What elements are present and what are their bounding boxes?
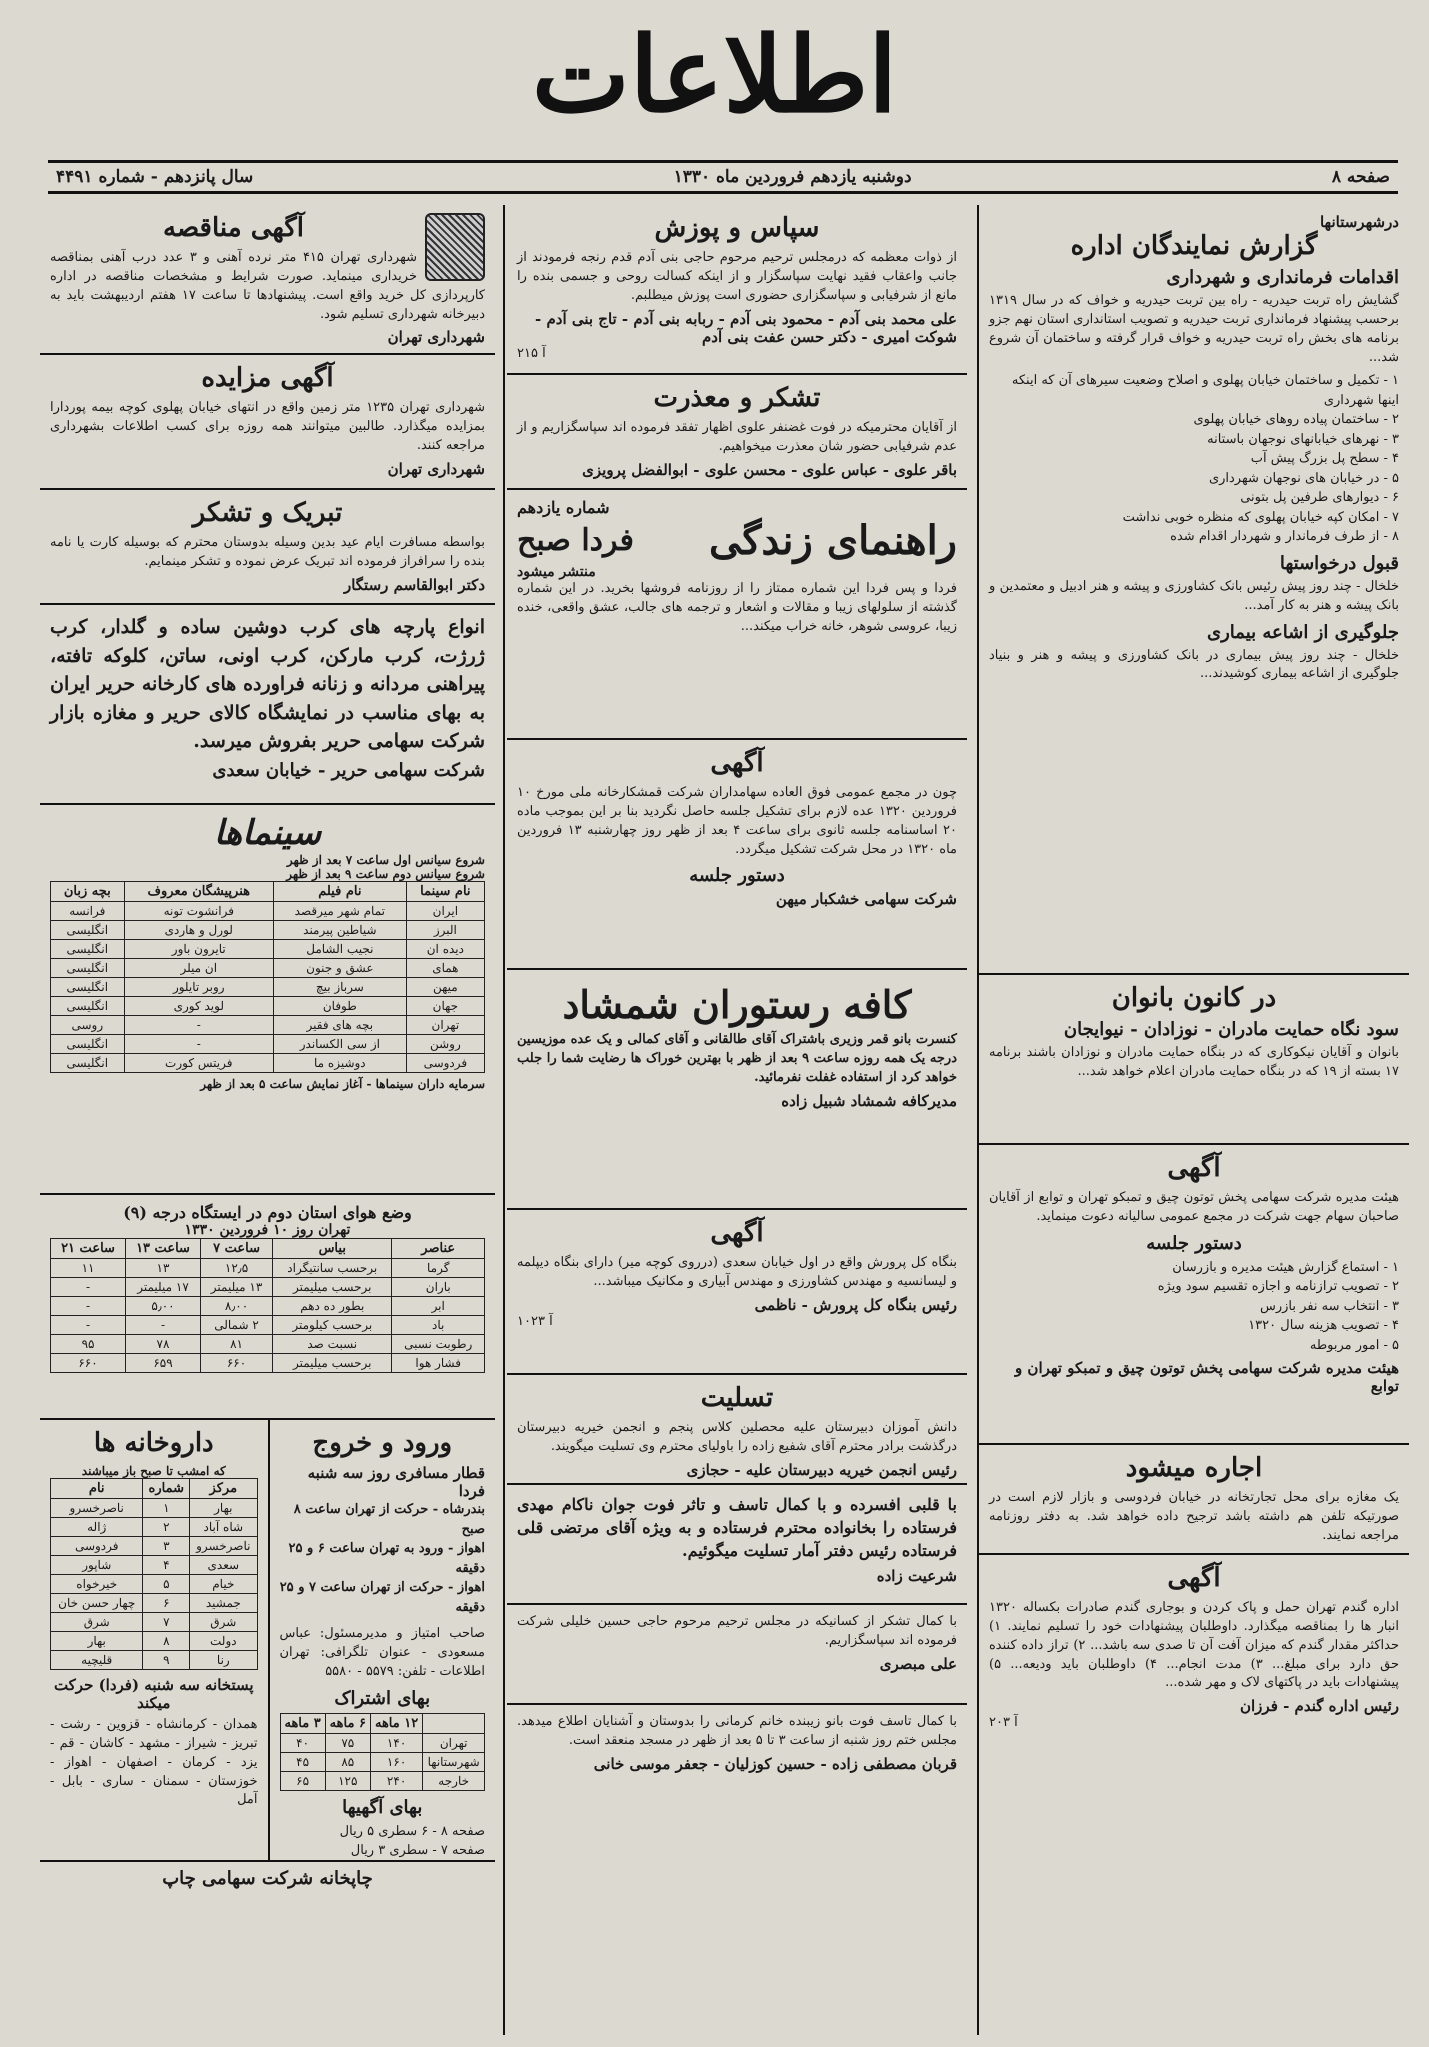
page-number: صفحه ۸	[1331, 167, 1390, 187]
tobacco-company-notice	[979, 1145, 1409, 1445]
notice-title: اجاره میشود	[1125, 1453, 1263, 1483]
table-cell: لوید کوری	[124, 997, 273, 1016]
table-cell: ۹	[143, 1651, 190, 1670]
thanks-notice-2	[507, 1605, 967, 1705]
table-header: بچه زبان	[51, 882, 125, 902]
table-cell: ۱۲٫۵	[200, 1259, 272, 1278]
table-row	[51, 921, 485, 940]
table-row	[51, 978, 485, 997]
table-row	[51, 1651, 258, 1670]
table-row	[51, 1575, 258, 1594]
notice-body: با کمال تاسف فوت بانو زیبنده خانم کرمانی را بدوستان و آشنایان اطلاع میدهد. مجلس ختم روز شنبه از ساعت ۳ تا ۵ بعد از ظهر در مسجد منعقد است.	[517, 1714, 957, 1748]
table-cell: شیاطین پیرمند	[273, 921, 406, 940]
table-cell: ۶	[143, 1594, 190, 1613]
notice-body: با قلبی افسرده و با کمال تاسف و تاثر فوت جوان ناکام مهدی فرستاده را بخانواده محترم فرستاده و به ویژه آقای مرتضی قلی فرستاده رئیس دفتر آمار تسلیت میگوئیم.	[517, 1495, 957, 1561]
table-cell: ۳	[143, 1537, 190, 1556]
table-cell: -	[51, 1278, 126, 1297]
notice-signature: رئیس انجمن خیریه دبیرستان علیه - حجازی	[686, 1460, 957, 1479]
table-cell: تمام شهر میرقصد	[273, 902, 406, 921]
notice-title: تسلیت	[700, 1383, 774, 1413]
table-header: ۶ ماهه	[325, 1713, 370, 1733]
notice-title: تشکر و معذرت	[653, 383, 821, 413]
magazine-pub: منتشر میشود	[517, 564, 596, 580]
table-cell: فردوسی	[406, 1054, 484, 1073]
table-row	[51, 959, 485, 978]
notice-body: شهرداری تهران ۱۲۳۵ متر زمین واقع در انتهای خیابان پهلوی کوچه بیمه پوردارا بمزایده میگذارد. طالبین میتوانند همه روزه برای کسب اطلاعات بشهرداری مراجعه کنند.	[50, 400, 485, 453]
ad-signature: مدیرکافه شمشاد شبیل زاده	[781, 1091, 957, 1110]
table-cell: ۲	[143, 1518, 190, 1537]
magazine-date: فردا صبح	[517, 523, 634, 558]
table-cell: ۹۵	[51, 1335, 126, 1354]
table-cell: انگلیسی	[51, 997, 125, 1016]
table-cell: تهران	[406, 1016, 484, 1035]
table-cell: شهرستانها	[423, 1752, 485, 1771]
magazine-title: راهنمای زندگی	[709, 517, 957, 564]
table-header: نام فیلم	[273, 882, 406, 902]
table-cell: ۱۲۵	[325, 1771, 370, 1790]
women-club-article	[979, 975, 1409, 1145]
table-cell: باد	[392, 1316, 485, 1335]
table-row	[51, 1594, 258, 1613]
table-cell: دوشیزه ما	[273, 1054, 406, 1073]
table-cell: گرما	[392, 1259, 485, 1278]
notice-reference: آ ۱۰۲۳	[517, 1313, 553, 1329]
article-subheadline: سود نگاه حمایت مادران - نوزادان - نیوایجان	[1063, 1019, 1399, 1040]
notice-body: اداره گندم تهران حمل و پاک کردن و بوجاری گندم صادرات بکساله ۱۳۲۰ انبار ها را بمناقصه میگذارد. داوطلبان پیشنهادات خود را تسلیم نمایند. ۱) حداکثر مقدار گندم که میزان آفت آن تا صدی سه باشد... ۲) تراز داده کننده حق دارد برای مبلغ... ۳) مدت انجام... ۴) داوطلبان باید ودیعه... ۵) پیشنهادات باید در پاکتهای لاک و مهر شده...	[989, 1600, 1399, 1691]
table-cell: خیرخواه	[51, 1575, 143, 1594]
table-cell: -	[124, 1016, 273, 1035]
table-cell: ۸۵	[325, 1752, 370, 1771]
ad-rates-title: بهای آگهیها	[342, 1796, 423, 1818]
masthead	[0, 0, 1429, 150]
column-divider	[503, 205, 505, 2035]
table-cell: نجیب الشامل	[273, 940, 406, 959]
ad-rate-line: صفحه ۸ - ۶ سطری ۵ ریال	[339, 1823, 485, 1839]
table-cell: -	[126, 1316, 201, 1335]
table-cell: البرز	[406, 921, 484, 940]
cinema-logo: سینماها	[213, 813, 322, 853]
table-cell: ۱۷ میلیمتر	[126, 1278, 201, 1297]
table-row	[51, 1259, 485, 1278]
notice-title: آگهی	[1167, 1153, 1221, 1183]
ad-body: کنسرت بانو قمر وزیری باشتراک آقای طالقانی و آقای کمالی و یک عده موزیسین درجه یک همه روزه ساعت ۹ بعد از ظهر با بهترین خوراک ها رضایت شما را جلب خواهد کرد از استفاده غفلت نفرمائید.	[517, 1032, 957, 1085]
table-header: شماره	[143, 1479, 190, 1499]
article-subheadline: جلوگیری از اشاعه بیماری	[1207, 621, 1399, 643]
agenda-item: ۴ - تصویب هزینه سال ۱۳۲۰	[1248, 1318, 1399, 1334]
table-row	[51, 1035, 485, 1054]
table-cell: رطوبت نسبی	[392, 1335, 485, 1354]
table-cell: انگلیسی	[51, 978, 125, 997]
list-item: ۶ - دیوارهای طرفین پل بتونی	[1240, 490, 1399, 506]
table-cell: فرانشوت تونه	[124, 902, 273, 921]
table-cell: ۶۵۹	[126, 1354, 201, 1373]
notice-signature: باقر علوی - عباس علوی - محسن علوی - ابوالفضل پرویزی	[582, 460, 957, 479]
table-cell: ۱۶۰	[370, 1752, 422, 1771]
info-panel	[268, 1420, 496, 1860]
table-cell: -	[124, 1035, 273, 1054]
table-cell: تایرون باور	[124, 940, 273, 959]
agenda-item: ۳ - انتخاب سه نفر بازرس	[1259, 1298, 1399, 1314]
list-item: ۲ - ساختمان پیاده روهای خیابان پهلوی	[1193, 412, 1399, 428]
table-cell: ایران	[406, 902, 484, 921]
bottom-info-block	[40, 1420, 495, 1862]
table-cell: برحسب میلیمتر	[273, 1354, 392, 1373]
list-item: ۱ - تکمیل و ساختمان خیابان پهلوی و اصلاح وضعیت سیرهای آن که اینکه اینها شهرداری	[1011, 373, 1399, 408]
table-row	[51, 1316, 485, 1335]
pharmacy-table	[50, 1478, 258, 1670]
sympathy-notice	[507, 1485, 967, 1605]
table-cell: لورل و هاردی	[124, 921, 273, 940]
weather-date: تهران روز ۱۰ فروردین ۱۳۳۰	[184, 1222, 351, 1238]
travel-line: اهواز - ورود به تهران ساعت ۶ و ۲۵ دقیقه	[288, 1541, 485, 1576]
postal-title: پستخانه سه شنبه (فردا) حرکت میکند	[53, 1676, 254, 1712]
article-body: بانوان و آقایان نیکوکاری که در بنگاه حمایت مادران و نوزادان باشند برنامه ۱۷ بسته از ۱۹ که در بنگاه حمایت مادران اعلام خواهد شد...	[989, 1045, 1399, 1079]
weather-report	[40, 1195, 495, 1420]
table-cell: شاپور	[51, 1556, 143, 1575]
notice-body: دانش آموزان دبیرستان علیه محصلین کلاس پنجم و انجمن خیریه دبیرستان درگذشت برادر محترم آقای شفیع زاده را باولیای محترم وی تسلیت میگویند.	[517, 1420, 957, 1454]
notice-body: یک مغازه برای محل تجارتخانه در خیابان فردوسی و بازار لازم است در صورتیکه تلفن هم داشته باشد ترجیح داده خواهد شد. به دفتر روزنامه مراجعه نمایند.	[989, 1490, 1399, 1543]
table-cell: ناصرخسرو	[51, 1499, 143, 1518]
table-row	[51, 1016, 485, 1035]
table-row	[280, 1752, 485, 1771]
ad-headline: کافه رستوران شمشاد	[562, 982, 912, 1027]
table-cell: شرق	[51, 1613, 143, 1632]
table-cell: انگلیسی	[51, 1054, 125, 1073]
notice-body: هیئت مدیره شرکت سهامی پخش توتون چیق و تمبکو تهران و توابع از آقایان صاحبان سهام جهت شرکت در مجمع عمومی سالیانه دعوت مینماید.	[989, 1190, 1399, 1224]
table-header: ساعت ۲۱	[51, 1239, 126, 1259]
table-cell: فریتس کورت	[124, 1054, 273, 1073]
notice-signature: هیئت مدیره شرکت سهامی پخش توتون چیق و تمبکو تهران و توابع	[1014, 1359, 1399, 1396]
table-row	[51, 1354, 485, 1373]
table-cell: ۸٫۰۰	[200, 1297, 272, 1316]
article-subheadline: قبول درخواستها	[1279, 552, 1399, 574]
article-body: خلخال - چند روز پیش بیماری در بانک کشاورزی و پیشه و هنر و بنیاد جلوگیری از اشاعه بیماری کوشیدند...	[989, 647, 1399, 682]
table-cell: انگلیسی	[51, 921, 125, 940]
notice-signature: شرکت سهامی خشکبار میهن	[775, 890, 957, 909]
agenda-title: دستور جلسه	[689, 865, 785, 887]
table-cell: ۲ شمالی	[200, 1316, 272, 1335]
magazine-issue: شماره یازدهم	[517, 498, 610, 517]
table-cell: ۷۸	[126, 1335, 201, 1354]
table-cell: دیده ان	[406, 940, 484, 959]
notice-body: از ذوات معظمه که درمجلس ترحیم مرحوم حاجی بنی آدم قدم رنجه فرمودند از جانب واعقاب فقید نهایت سپاسگزار و از اینکه کسالت روحی و جسمی بنده را مانع از شرفیابی و سپاسگزاری حضوری است پوزش میطلبم.	[517, 250, 957, 303]
table-cell: ۸۱	[200, 1335, 272, 1354]
list-item: ۸ - از طرف فرماندار و شهردار اقدام شده	[1170, 529, 1399, 545]
travel-line: بندرشاه - حرکت از تهران ساعت ۸ صبح	[293, 1502, 485, 1537]
article-list	[989, 371, 1399, 547]
table-header: عناصر	[392, 1239, 485, 1259]
table-header: ساعت ۱۳	[126, 1239, 201, 1259]
table-cell: ان میلر	[124, 959, 273, 978]
cinemas-section	[40, 805, 495, 1195]
table-cell: روشن	[406, 1035, 484, 1054]
table-cell: بطور ده دهم	[273, 1297, 392, 1316]
provinces-section	[979, 205, 1409, 975]
table-cell: برحسب کیلومتر	[273, 1316, 392, 1335]
notice-title: سپاس و پوزش	[654, 213, 820, 243]
section-label: درشهرستانها	[1319, 213, 1399, 231]
notice-body: چون در مجمع عمومی فوق العاده سهامداران شرکت قمشکارخانه ملی مورخ ۱۰ فروردین ۱۳۲۰ عده لازم برای تشکیل جلسه حاصل نگردید بنا بر این بموجب ماده ۲۰ اساسنامه جلسه ثانوی برای ساعت ۴ بعد از ظهر روز چهارشنبه ۱۳ فروردین ماه ۱۳۲۰ در محل شرکت تشکیل میگردد.	[517, 785, 958, 857]
pharmacy-title: داروخانه ها	[93, 1428, 214, 1458]
table-row	[280, 1733, 485, 1752]
agenda-item: ۵ - امور مربوطه	[1309, 1337, 1399, 1353]
notice-title: تبریک و تشکر	[192, 498, 343, 528]
table-row	[51, 1613, 258, 1632]
table-row	[280, 1771, 485, 1790]
table-cell: ۴۵	[280, 1752, 325, 1771]
table-cell: برحسب سانتیگراد	[273, 1259, 392, 1278]
notice-body: شهرداری تهران ۴۱۵ متر نرده آهنی و ۳ عدد درب آهنی بمناقصه خریداری مینماید. صورت شرایط و مشخصات مناقصه در اداره کارپردازی کل خرید واقع است. پیشنهادها تا ساعت ۱۷ هفتم اردیبهشت باید به دبیرخانه شهرداری تسلیم شود.	[50, 250, 485, 322]
table-cell: شاه آباد	[190, 1518, 257, 1537]
notice-signature: شهرداری تهران	[387, 459, 485, 478]
travel-subtitle: قطار مسافری روز سه شنبه فردا	[307, 1464, 485, 1500]
ad-body: انواع پارچه های کرب دوشین ساده و گلدار، کرب ژرژت، کرب مارکن، کرب اونی، ساتن، کلوکه تافته، پیراهنی مردانه و زنانه فراورده های کارخانه حریر ایران به بهای مناسب در نمایشگاه کالای حریر و مغازه بازار شرکت سهامی حریر بفروش میرسد.	[50, 616, 485, 752]
table-cell: ۵	[143, 1575, 190, 1594]
notice-title: آگهی مزایده	[201, 363, 334, 393]
table-cell: -	[51, 1297, 126, 1316]
table-header: ۳ ماهه	[280, 1713, 325, 1733]
notice-title: آگهی	[710, 1218, 764, 1248]
notice-reference: آ ۲۱۵	[517, 345, 546, 361]
table-header: نام سینما	[406, 882, 484, 902]
life-guide-magazine-ad	[507, 490, 967, 740]
notice-body: با کمال تشکر از کسانیکه در مجلس ترحیم مرحوم حاجی حسین خلیلی شرکت فرموده اند سپاسگزاریم.	[517, 1614, 957, 1648]
table-header: بیاس	[273, 1239, 392, 1259]
notice-signature: شرعیت زاده	[876, 1566, 957, 1585]
table-cell: انگلیسی	[51, 940, 125, 959]
table-cell: جهان	[406, 997, 484, 1016]
table-cell: ۶۶۰	[51, 1354, 126, 1373]
table-cell: ناصرخسرو	[190, 1537, 257, 1556]
agenda-item: ۱ - استماع گزارش هیئت مدیره و بازرسان	[1172, 1259, 1399, 1275]
table-row	[51, 1335, 485, 1354]
cafe-shemshad-ad	[507, 970, 967, 1210]
table-row	[51, 940, 485, 959]
table-row	[51, 1537, 258, 1556]
table-row	[51, 1632, 258, 1651]
ad-rate-line: صفحه ۷ - سطری ۳ ریال	[350, 1843, 485, 1859]
silk-company-ad	[40, 605, 495, 805]
ad-signature: شرکت سهامی حریر - خیابان سعدی	[212, 759, 485, 781]
table-cell: ابر	[392, 1297, 485, 1316]
article-body: خلخال - چند روز پیش رئیس بانک کشاورزی و پیشه و هنر ادبیل و معتمدین و بانک پیشه و هنر به کار آمد...	[989, 578, 1399, 613]
table-cell: قلیچیه	[51, 1651, 143, 1670]
article-body: گشایش راه تربت حیدریه - راه بین تربت حیدریه و خواف که در سال ۱۳۱۹ برحسب پیشنهاد فرمانداری تربت حیدریه و تصویب استانداری استان نهم جزو برنامه های بخش راه تربت حیدریه و خواف قرار گرفته و ساختمان آن شروع شد...	[989, 293, 1399, 365]
table-row	[51, 997, 485, 1016]
notice-reference: آ ۲۰۳	[989, 1715, 1018, 1731]
table-cell: ۱	[143, 1499, 190, 1518]
table-cell: ۱۱	[51, 1259, 126, 1278]
newspaper-logo: اطلاعات	[531, 13, 898, 136]
notice-title: آگهی مناقصه	[163, 213, 304, 243]
table-row	[51, 1297, 485, 1316]
left-column	[40, 205, 495, 1895]
table-row	[51, 1278, 485, 1297]
table-cell: رنا	[190, 1651, 257, 1670]
article-headline: در کانون بانوان	[1111, 983, 1277, 1013]
table-cell: ۴	[143, 1556, 190, 1575]
appreciation-notice	[507, 375, 967, 490]
table-cell: ۷	[143, 1613, 190, 1632]
table-cell: فشار هوا	[392, 1354, 485, 1373]
table-row	[51, 1518, 258, 1537]
condolence-notice	[507, 1375, 967, 1485]
table-cell: ۵٫۰۰	[126, 1297, 201, 1316]
list-item: ۷ - امکان کپه خیابان پهلوی که منظره خوبی نداشت	[1122, 509, 1399, 525]
notice-body: بنگاه کل پرورش واقع در اول خیابان سعدی (درروی کوچه میر) دارای بنگاه دیپلمه و لیسانسیه و مهندس کشاورزی و مهندس آبیاری و مکانیک میباشد...	[517, 1255, 957, 1289]
cinema-note: شروع سیانس اول ساعت ۷ بعد از ظهر	[286, 853, 485, 867]
article-subheadline: اقدامات فرمانداری و شهرداری	[1166, 267, 1399, 288]
table-cell: نسبت صد	[273, 1335, 392, 1354]
dateline	[48, 160, 1398, 194]
magazine-body: فردا و پس فردا این شماره ممتاز را از روزنامه فروشها بخرید. در این شماره گذشته از سلولهای زیبا و مقالات و اشعار و ترجمه های جالب، عشق واقعی، خنده زیبا، عروسی شوهر، خانه خراب میکند...	[517, 581, 957, 634]
agenda-item: ۲ - تصویب ترازنامه و اجازه تقسیم سود ویژه	[1157, 1279, 1399, 1295]
table-cell: از سی الکساندر	[273, 1035, 406, 1054]
notice-title: آگهی	[1167, 1563, 1221, 1593]
pharmacy-panel	[40, 1420, 268, 1860]
table-cell: بهار	[190, 1499, 257, 1518]
cinema-table	[50, 881, 485, 1073]
table-cell: ۲۴۰	[370, 1771, 422, 1790]
thanks-notice-3	[507, 1705, 967, 1825]
table-cell: طوفان	[273, 997, 406, 1016]
table-cell: همای	[406, 959, 484, 978]
table-cell: سعدی	[190, 1556, 257, 1575]
table-header: ۱۲ ماهه	[370, 1713, 422, 1733]
table-cell: انگلیسی	[51, 959, 125, 978]
subscription-table	[280, 1713, 486, 1791]
table-cell: برحسب میلیمتر	[273, 1278, 392, 1297]
paper-info: صاحب امتیاز و مدیرمسئول: عباس مسعودی - عنوان تلگرافی: تهران اطلاعات - تلفن: ۵۵۷۹ - ۵۵۸۰	[279, 1626, 485, 1679]
table-header: ساعت ۷	[200, 1239, 272, 1259]
table-cell: فردوسی	[51, 1537, 143, 1556]
table-cell: بچه های فقیر	[273, 1016, 406, 1035]
table-cell: خارجه	[423, 1771, 485, 1790]
notice-signature: علی محمد بنی آدم - محمود بنی آدم - ربابه بنی آدم - تاج بنی آدم - شوکت امیری - دکتر حسن عفت بنی آدم	[535, 309, 957, 346]
table-cell: ۱۳	[126, 1259, 201, 1278]
table-cell: سرباز بیچ	[273, 978, 406, 997]
middle-column	[507, 205, 967, 1825]
table-cell: چهار حسن خان	[51, 1594, 143, 1613]
table-cell: شرق	[190, 1613, 257, 1632]
notice-signature: شهرداری تهران	[387, 328, 485, 347]
for-rent-notice	[979, 1445, 1409, 1555]
weather-table	[50, 1238, 485, 1373]
notice-signature: قربان مصطفی زاده - حسین کوزلیان - جعفر موسی خانی	[593, 1754, 957, 1773]
table-cell: ۶۵	[280, 1771, 325, 1790]
congratulations-notice	[40, 490, 495, 605]
table-cell: جمشید	[190, 1594, 257, 1613]
issue-date: دوشنبه یازدهم فروردین ماه ۱۳۳۰	[673, 167, 912, 187]
issue-number: سال پانزدهم - شماره ۴۴۹۱	[56, 167, 254, 187]
cinema-note: شروع سیانس دوم ساعت ۹ بعد از ظهر	[286, 867, 485, 881]
table-cell: ۶۶۰	[200, 1354, 272, 1373]
table-row	[51, 1499, 258, 1518]
table-cell: روبر تایلور	[124, 978, 273, 997]
table-cell: فرانسه	[51, 902, 125, 921]
table-cell: ۱۳ میلیمتر	[200, 1278, 272, 1297]
agenda-title: دستور جلسه	[1146, 1232, 1242, 1254]
notice-signature: دکتر ابوالقاسم رستگار	[343, 575, 485, 594]
wheat-office-notice	[979, 1555, 1409, 2025]
table-cell: -	[51, 1316, 126, 1335]
auction-notice	[40, 355, 495, 490]
subscription-title: بهای اشتراک	[334, 1687, 431, 1709]
postal-body: همدان - کرمانشاه - قزوین - رشت - تبریز - شیراز - مشهد - کاشان - قم - یزد - کرمان - اصفهان - اهواز - خوزستان - سمنان - ساری - بابل - آمل	[50, 1717, 258, 1808]
table-header: مرکز	[190, 1479, 257, 1499]
notice-signature: رئیس بنگاه کل پرورش - ناظمی	[754, 1295, 957, 1314]
cinema-footer: سرمایه داران سینماها - آغاز نمایش ساعت ۵ بعد از ظهر	[200, 1077, 485, 1091]
notice-signature: علی مبصری	[879, 1654, 957, 1673]
table-row	[51, 902, 485, 921]
notice-body: از آقایان محترمیکه در فوت غضنفر علوی اظهار تفقد فرموده اند سپاسگزاریم و از عدم شرفیابی حضور شان معذرت میخواهیم.	[517, 420, 957, 454]
thanks-apology-notice	[507, 205, 967, 375]
table-header: هنرپیشگان معروف	[124, 882, 273, 902]
table-cell: ۴۰	[280, 1733, 325, 1752]
agency-notice	[507, 1210, 967, 1375]
table-cell: روسی	[51, 1016, 125, 1035]
table-header	[423, 1713, 485, 1733]
table-cell: میهن	[406, 978, 484, 997]
table-cell: ۷۵	[325, 1733, 370, 1752]
notice-signature: رئیس اداره گندم - فرزان	[1239, 1697, 1399, 1716]
notice-title: آگهی	[710, 748, 764, 778]
weather-title: وضع هوای استان دوم در ایستگاه درجه (۹)	[123, 1203, 412, 1222]
table-header: نام	[51, 1479, 143, 1499]
table-cell: ۸	[143, 1632, 190, 1651]
table-row	[51, 1556, 258, 1575]
table-cell: انگلیسی	[51, 1035, 125, 1054]
table-cell: دولت	[190, 1632, 257, 1651]
table-cell: تهران	[423, 1733, 485, 1752]
article-headline: گزارش نمایندگان اداره	[1070, 231, 1318, 261]
municipality-seal-icon	[425, 213, 485, 281]
table-cell: خیام	[190, 1575, 257, 1594]
tender-notice	[40, 205, 495, 355]
list-item: ۵ - در خیابان های نوجهان شهرداری	[1208, 470, 1399, 486]
table-cell: بهار	[51, 1632, 143, 1651]
dried-fruit-company-notice	[507, 740, 967, 970]
list-item: ۴ - سطح پل بزرگ پیش آب	[1250, 451, 1399, 467]
notice-body: بواسطه مسافرت ایام عید بدین وسیله بدوستان محترم که بوسیله کارت یا نامه بنده را سرافراز فرموده اند تبریک عرض نموده و تشکر مینمایم.	[50, 535, 485, 569]
right-column	[979, 205, 1409, 2025]
table-cell: ژاله	[51, 1518, 143, 1537]
list-item: ۳ - نهرهای خیابانهای نوجهان باستانه	[1207, 431, 1399, 447]
pharmacy-subtitle: که امشب تا صبح باز میباشند	[81, 1464, 226, 1478]
table-cell: عشق و جنون	[273, 959, 406, 978]
table-row	[51, 1054, 485, 1073]
travel-title: ورود و خروج	[312, 1428, 453, 1458]
table-cell: ۱۴۰	[370, 1733, 422, 1752]
table-cell: باران	[392, 1278, 485, 1297]
travel-line: اهواز - حرکت از تهران ساعت ۷ و ۲۵ دقیقه	[279, 1580, 485, 1615]
printer-credit: چاپخانه شرکت سهامی چاپ	[162, 1868, 373, 1889]
